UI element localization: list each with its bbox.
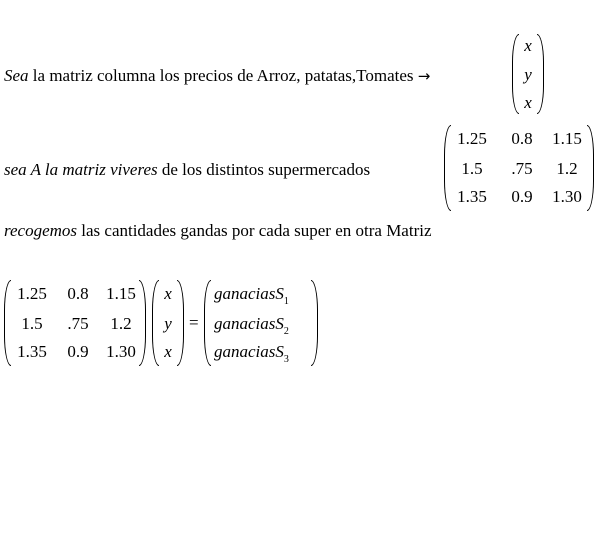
vector-entry: y [524,65,532,84]
matrix-cell: 0.9 [511,187,533,206]
matrix-cell: 1.30 [106,342,136,361]
matrix-cell: 1.15 [106,284,136,303]
right-paren [587,125,594,211]
result-label: ganaciasS [214,284,284,303]
vector-entry: y [164,314,172,333]
matrix-cell: 1.2 [556,159,578,178]
result-entry [214,284,289,307]
matrix-cell: 1.2 [110,314,132,333]
viveres-matrix [444,125,594,211]
matrix-cell: 0.9 [67,342,89,361]
line-3-body: las cantidades gandas por cada super en otra Matriz [77,221,432,240]
word-sea: Sea [4,66,29,85]
line-2-body: de los distintos supermercados [157,160,371,179]
left-paren [204,280,211,366]
result-subscript: 1 [283,296,289,307]
equals-sign: = [189,313,199,332]
result-subscript: 3 [283,354,289,365]
vector-entry: x [524,36,532,55]
line-1-body: la matriz columna los precios de Arroz, patatas,Tomates [28,66,414,85]
result-entry [214,314,289,337]
matrix-cell: 1.25 [17,284,47,303]
matrix-cell: 1.25 [457,129,487,148]
matrix-cell: 1.5 [461,159,483,178]
equation-vector [152,280,184,366]
result-vector [204,280,318,366]
matrix-cell: .75 [67,314,89,333]
result-label: ganaciasS [214,314,284,333]
line-2-text [4,161,370,178]
matrix-cell: 1.35 [457,187,487,206]
price-column-vector [512,34,544,114]
vector-entry: x [164,342,172,361]
line-2-italic: sea A la matriz viveres [4,160,158,179]
matrix-cell: 1.5 [21,314,43,333]
result-subscript: 2 [283,326,289,337]
line-3-italic: recogemos [4,221,78,240]
line-3-text [4,222,432,239]
right-paren [311,280,318,366]
matrix-cell: 1.35 [17,342,47,361]
matrix-cell: 0.8 [511,129,533,148]
right-arrow-icon: → [417,67,431,85]
line-1-text [4,67,430,84]
matrix-cell: 1.15 [552,129,582,148]
result-entry [214,342,289,365]
vector-entry: x [164,284,172,303]
matrix-cell: .75 [511,159,533,178]
vector-entry: x [524,93,532,112]
result-label: ganaciasS [214,342,284,361]
matrix-cell: 0.8 [67,284,89,303]
equation-matrix [4,280,146,366]
matrix-cell: 1.30 [552,187,582,206]
